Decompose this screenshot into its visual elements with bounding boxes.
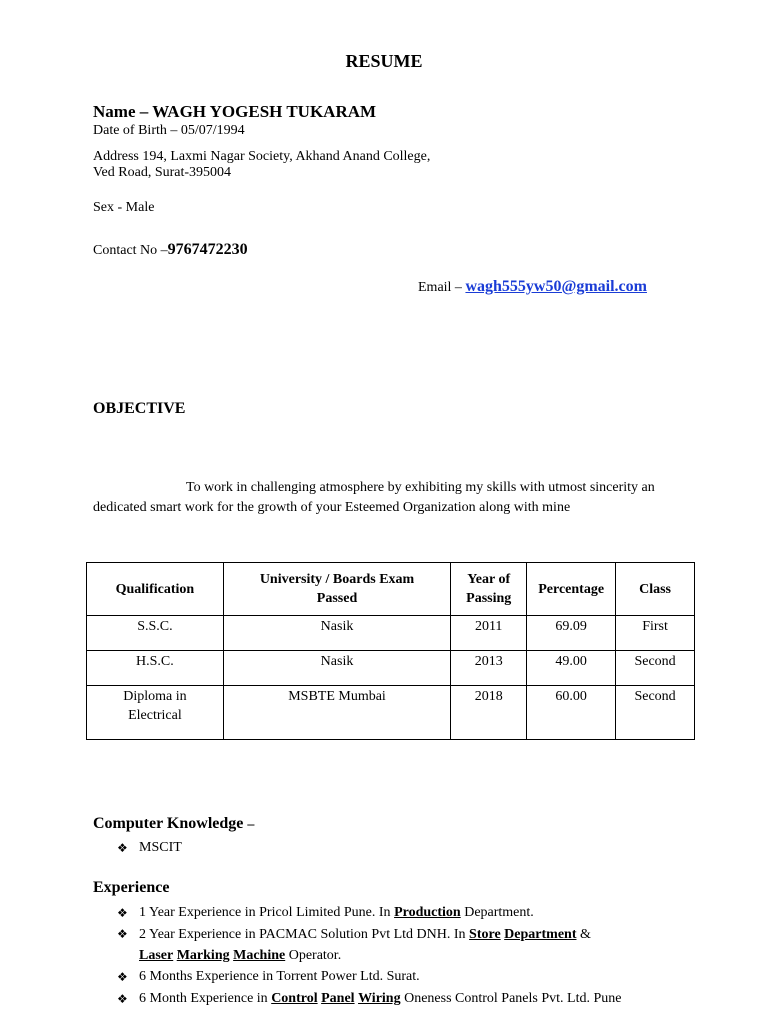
table-header-cell: University / Boards Exam Passed — [223, 563, 450, 616]
table-cell: Nasik — [223, 651, 450, 686]
table-cell: 69.09 — [527, 616, 616, 651]
list-item: ❖ 6 Month Experience in Control Panel Wiring Oneness Control Panels Pvt. Ltd. Pune — [117, 988, 621, 1010]
experience-list — [117, 902, 621, 1010]
date-of-birth: Date of Birth – 05/07/1994 — [93, 123, 245, 138]
table-row — [87, 616, 695, 651]
table-header-row — [87, 563, 695, 616]
table-cell: 2013 — [451, 651, 527, 686]
list-item: ❖ 2 Year Experience in PACMAC Solution Pvt Ltd DNH. In Store Department & Laser Marking Machine Operator. — [117, 924, 621, 966]
table-cell: Diploma in Electrical — [87, 686, 224, 740]
table-cell: 2011 — [451, 616, 527, 651]
table-header-cell: Percentage — [527, 563, 616, 616]
computer-knowledge-heading: Computer Knowledge – — [93, 815, 255, 832]
table-row — [87, 686, 695, 740]
experience-heading: Experience — [93, 879, 170, 896]
diamond-bullet-icon: ❖ — [117, 970, 128, 984]
diamond-bullet-icon: ❖ — [117, 927, 128, 941]
resume-title: RESUME — [345, 51, 423, 71]
table-cell: 49.00 — [527, 651, 616, 686]
table-cell: Second — [616, 651, 695, 686]
email-label: Email – — [418, 280, 466, 295]
candidate-name: Name – WAGH YOGESH TUKARAM — [93, 102, 377, 121]
sex: Sex - Male — [93, 200, 155, 215]
list-item: ❖ 6 Months Experience in Torrent Power Ltd. Surat. — [117, 966, 621, 988]
table-cell: 2018 — [451, 686, 527, 740]
diamond-bullet-icon: ❖ — [117, 992, 128, 1006]
address-line-1: Address 194, Laxmi Nagar Society, Akhand Anand College, — [93, 149, 431, 164]
list-item: ❖ MSCIT — [117, 838, 182, 858]
contact-number: Contact No –9767472230 — [93, 241, 248, 258]
table-cell: First — [616, 616, 695, 651]
table-cell: Second — [616, 686, 695, 740]
objective-text: To work in challenging atmosphere by exhibiting my skills with utmost sincerity an dedicated smart work for the growth of your Esteemed Organization along with mine — [93, 480, 655, 515]
objective-heading: OBJECTIVE — [93, 400, 186, 417]
education-table — [86, 562, 695, 740]
table-cell: Nasik — [223, 616, 450, 651]
table-cell: 60.00 — [527, 686, 616, 740]
table-cell: MSBTE Mumbai — [223, 686, 450, 740]
list-item: ❖ 1 Year Experience in Pricol Limited Pune. In Production Department. — [117, 902, 621, 924]
diamond-bullet-icon: ❖ — [117, 906, 128, 920]
table-cell: S.S.C. — [87, 616, 224, 651]
table-cell: H.S.C. — [87, 651, 224, 686]
email-link[interactable]: wagh555yw50@gmail.com — [465, 278, 647, 295]
email-row — [418, 278, 647, 296]
table-header-cell: Class — [616, 563, 695, 616]
computer-knowledge-list — [117, 838, 182, 858]
table-header-cell: Qualification — [87, 563, 224, 616]
diamond-bullet-icon: ❖ — [117, 841, 128, 855]
table-header-cell: Year of Passing — [451, 563, 527, 616]
address-line-2: Ved Road, Surat-395004 — [93, 165, 232, 180]
table-row — [87, 651, 695, 686]
